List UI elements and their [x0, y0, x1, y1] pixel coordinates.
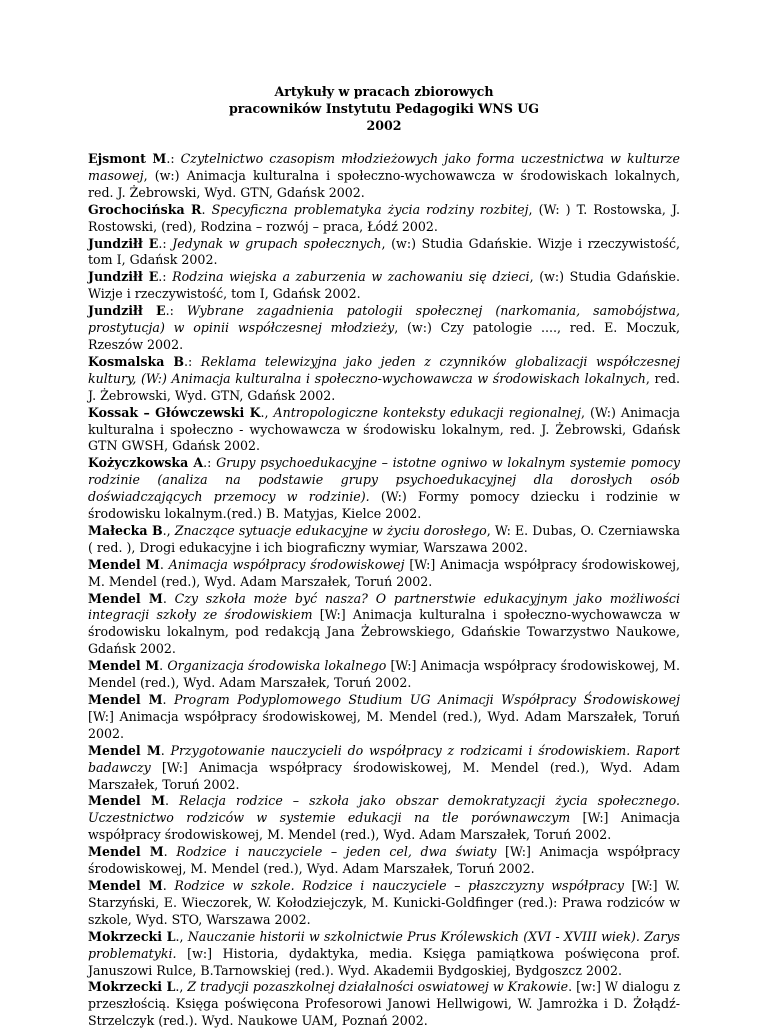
- bibliography-entry: [88, 523, 680, 557]
- bibliography-entry: [88, 878, 680, 929]
- bibliography-entry: [88, 151, 680, 202]
- bibliography-entry: [88, 743, 680, 794]
- entry-separator: .:: [158, 269, 173, 285]
- entry-separator: .:: [158, 235, 173, 251]
- entry-separator: .: [162, 877, 175, 893]
- entry-title: Czy szkoła może być nasza? O partnerstwie edukacyjnym jako możliwości integracji szkoły ze środowiskiem: [88, 590, 680, 623]
- entry-separator: .:: [203, 455, 217, 471]
- entry-publication: , (w:) Czy patologie ...., red. E. Moczuk, Rzeszów 2002.: [88, 320, 681, 352]
- entry-publication: , W: E. Dubas, O. Czerniawska ( red. ), Drogi edukacyjne i ich biograficzny wymiar, Warszawa 2002.: [88, 522, 680, 555]
- entry-author: Mendel M: [88, 844, 164, 860]
- entry-author: Grochocińska R: [88, 201, 202, 217]
- entry-title: Organizacja środowiska lokalnego: [167, 658, 387, 674]
- entry-author: Mokrzecki L: [88, 979, 176, 995]
- entry-author: Kossak – Główczewski K: [88, 404, 261, 420]
- entry-title: Jedynak w grupach społecznych: [172, 235, 382, 251]
- entry-author: Mendel M: [88, 877, 163, 893]
- entry-author: Jundziłł E: [88, 303, 166, 319]
- entry-title: Program Podyplomowego Studium UG Animacji Współpracy Środowiskowej: [174, 692, 681, 707]
- entry-author: Ejsmont M: [88, 151, 167, 166]
- entry-author: Mendel M: [88, 793, 166, 809]
- entry-publication: [W:] Animacja kulturalna i społeczno-wychowawcza w środowisku lokalnym, pod redakcją Jana Żebrowskiego, Gdańskie Towarzystwo Naukowe, Gdańsk 2002.: [88, 607, 680, 657]
- entry-author: Mendel M: [88, 742, 161, 758]
- entry-publication: . [w:] W dialogu z przeszłością. Księga poświęcona Profesorowi Janowi Hellwigowi, W. Jamrożka i D. Żołądź-Strzelczyk (red.). Wyd. Naukowe UAM, Poznań 2002.: [88, 979, 680, 1029]
- entry-title: Wybrane zagadnienia patologii społecznej (narkomania, samobójstwa, prostytucja) w opinii współczesnej młodzieży: [88, 303, 680, 336]
- entry-publication: , (W:) Animacja kulturalna i społeczno - wychowawcza w środowisku lokalnym, red. J. Żebrowski, Gdańsk GTN GWSH, Gdańsk 2002.: [88, 404, 680, 454]
- entry-publication: [W:] Animacja współpracy środowiskowej, M. Mendel (red.), Wyd. Adam Marszałek, Toruń 2002.: [88, 810, 681, 843]
- entry-author: Mendel M: [88, 590, 163, 606]
- entry-title: Rodzice i nauczyciele – jeden cel, dwa światy: [176, 844, 497, 860]
- document-heading: [88, 83, 680, 134]
- entry-separator: .: [201, 201, 212, 217]
- bibliography-list: [88, 151, 680, 1030]
- entry-publication: , (w:) Studia Gdańskie. Wizje i rzeczywistość, tom I, Gdańsk 2002.: [88, 235, 681, 268]
- entry-author: Kosmalska B: [88, 353, 184, 369]
- entry-author: Mendel M: [88, 658, 160, 674]
- entry-separator: .:: [166, 151, 181, 166]
- entry-publication: [W:] Animacja współpracy środowiskowej, M. Mendel (red.), Wyd. Adam Marszałek, Toruń 2002.: [88, 759, 680, 792]
- entry-author: Mendel M: [88, 556, 160, 572]
- entry-publication: [W:] W. Starzyński, E. Wieczorek, W. Kołodziejczyk, M. Kunicki-Goldfinger (red.): Prawa rodziców w szkole, Wyd. STO, Warszawa 2002.: [88, 877, 680, 927]
- entry-separator: .: [160, 742, 171, 758]
- entry-author: Mokrzecki L: [88, 928, 176, 944]
- bibliography-entry: [88, 979, 680, 1030]
- heading-line-3: 2002: [366, 118, 402, 133]
- bibliography-entry: [88, 557, 680, 591]
- entry-author: Mendel M: [88, 692, 163, 707]
- entry-title: Rodzina wiejska a zaburzenia w zachowaniu się dzieci: [172, 269, 530, 285]
- bibliography-entry: [88, 692, 680, 743]
- entry-separator: .: [162, 692, 175, 707]
- entry-author: Małecka B: [88, 522, 163, 538]
- entry-publication: [W:] Animacja współpracy środowiskowej, M. Mendel (red.), Wyd. Adam Marszałek, Toruń 2002.: [88, 844, 681, 877]
- entry-separator: .,: [175, 979, 188, 995]
- entry-title: Z tradycji pozaszkolnej działalności oswiatowej w Krakowie: [187, 979, 569, 995]
- heading-line-2: pracowników Instytutu Pedagogiki WNS UG: [228, 101, 540, 116]
- entry-publication: (W:) Formy pomocy dziecku i rodzinie w środowisku lokalnym.(red.) B. Matyjas, Kielce 2002.: [88, 489, 680, 522]
- bibliography-entry: [88, 202, 680, 236]
- entry-publication: [W:] Animacja współpracy środowiskowej, M. Mendel (red.), Wyd. Adam Marszałek, Toruń 2002.: [88, 708, 680, 741]
- entry-title: Grupy psychoedukacyjne – istotne ogniwo w lokalnym systemie pomocy rodzinie (analiza na podstawie grupy psychoedukacyjnej dla dorosłych osób doświadczających przemocy w rodzinie).: [88, 455, 680, 505]
- entry-title: Znaczące sytuacje edukacyjne w życiu dorosłego: [174, 522, 487, 538]
- entry-separator: .:: [165, 303, 187, 319]
- entry-separator: .: [159, 556, 169, 572]
- bibliography-entry: [88, 658, 680, 692]
- bibliography-entry: [88, 591, 680, 659]
- bibliography-entry: [88, 844, 680, 878]
- entry-title: Antropologiczne konteksty edukacji regionalnej: [273, 404, 581, 420]
- entry-publication: , (W: ) T. Rostowska, J. Rostowski, (red), Rodzina – rozwój – praca, Łódź 2002.: [88, 201, 680, 234]
- entry-author: Jundziłł E: [88, 235, 159, 251]
- bibliography-entry: [88, 405, 680, 456]
- bibliography-entry: [88, 929, 680, 980]
- heading-line-1: Artykuły w pracach zbiorowych: [274, 84, 494, 99]
- entry-title: Animacja współpracy środowiskowej: [168, 556, 405, 572]
- entry-separator: .,: [260, 404, 274, 420]
- entry-separator: .: [162, 590, 175, 606]
- entry-separator: .: [165, 793, 180, 809]
- bibliography-entry: [88, 455, 680, 523]
- bibliography-entry: [88, 269, 680, 303]
- entry-separator: .:: [183, 353, 201, 369]
- entry-publication: [W:] Animacja współpracy środowiskowej, M. Mendel (red.), Wyd. Adam Marszałek, Toruń 2002.: [88, 556, 680, 589]
- bibliography-entry: [88, 793, 680, 844]
- entry-title: Czytelnictwo czasopism młodzieżowych jako forma uczestnictwa w kulturze masowej: [88, 151, 680, 183]
- entry-title: Reklama telewizyjna jako jeden z czynników globalizacji współczesnej kultury, (W:) Animacja kulturalna i społeczno-wychowawcza w środowiskach lokalnych: [88, 353, 680, 386]
- entry-title: Nauczanie historii w szkolnictwie Prus Królewskich (XVI - XVIII wiek). Zarys problematyki.: [88, 928, 681, 961]
- entry-author: Kożyczkowska A: [88, 455, 204, 471]
- bibliography-entry: [88, 354, 680, 405]
- entry-separator: .: [159, 658, 168, 674]
- entry-separator: .,: [175, 928, 188, 944]
- bibliography-entry: [88, 236, 680, 270]
- entry-separator: .,: [162, 522, 175, 538]
- entry-title: Relacja rodzice – szkoła jako obszar demokratyzacji życia społecznego. Uczestnictwo rodziców w systemie edukacji na tle porównawczym: [88, 793, 680, 826]
- entry-publication: , red. J. Żebrowski, Wyd. GTN, Gdańsk 2002.: [88, 370, 681, 403]
- entry-title: Specyficzna problematyka życia rodziny rozbitej: [211, 201, 529, 217]
- entry-publication: [W:] Animacja współpracy środowiskowej, M. Mendel (red.), Wyd. Adam Marszałek, Toruń 2002.: [88, 658, 681, 691]
- entry-author: Jundziłł E: [88, 269, 159, 285]
- entry-publication: , (w:) Studia Gdańskie. Wizje i rzeczywistość, tom I, Gdańsk 2002.: [88, 269, 680, 302]
- entry-publication: , (w:) Animacja kulturalna i społeczno-wychowawcza w środowiskach lokalnych, red. J. Żebrowski, Wyd. GTN, Gdańsk 2002.: [88, 167, 680, 200]
- entry-publication: [w:] Historia, dydaktyka, media. Księga pamiątkowa poświęcona prof. Januszowi Rulce, B.Tarnowskiej (red.). Wyd. Akademii Bydgoskiej, Bydgoszcz 2002.: [88, 945, 680, 978]
- entry-title: Rodzice w szkole. Rodzice i nauczyciele – płaszczyzny współpracy: [174, 877, 624, 893]
- entry-title: Przygotowanie nauczycieli do współpracy z rodzicami i środowiskiem. Raport badawczy: [88, 742, 680, 775]
- entry-separator: .: [163, 844, 177, 860]
- bibliography-entry: [88, 303, 680, 354]
